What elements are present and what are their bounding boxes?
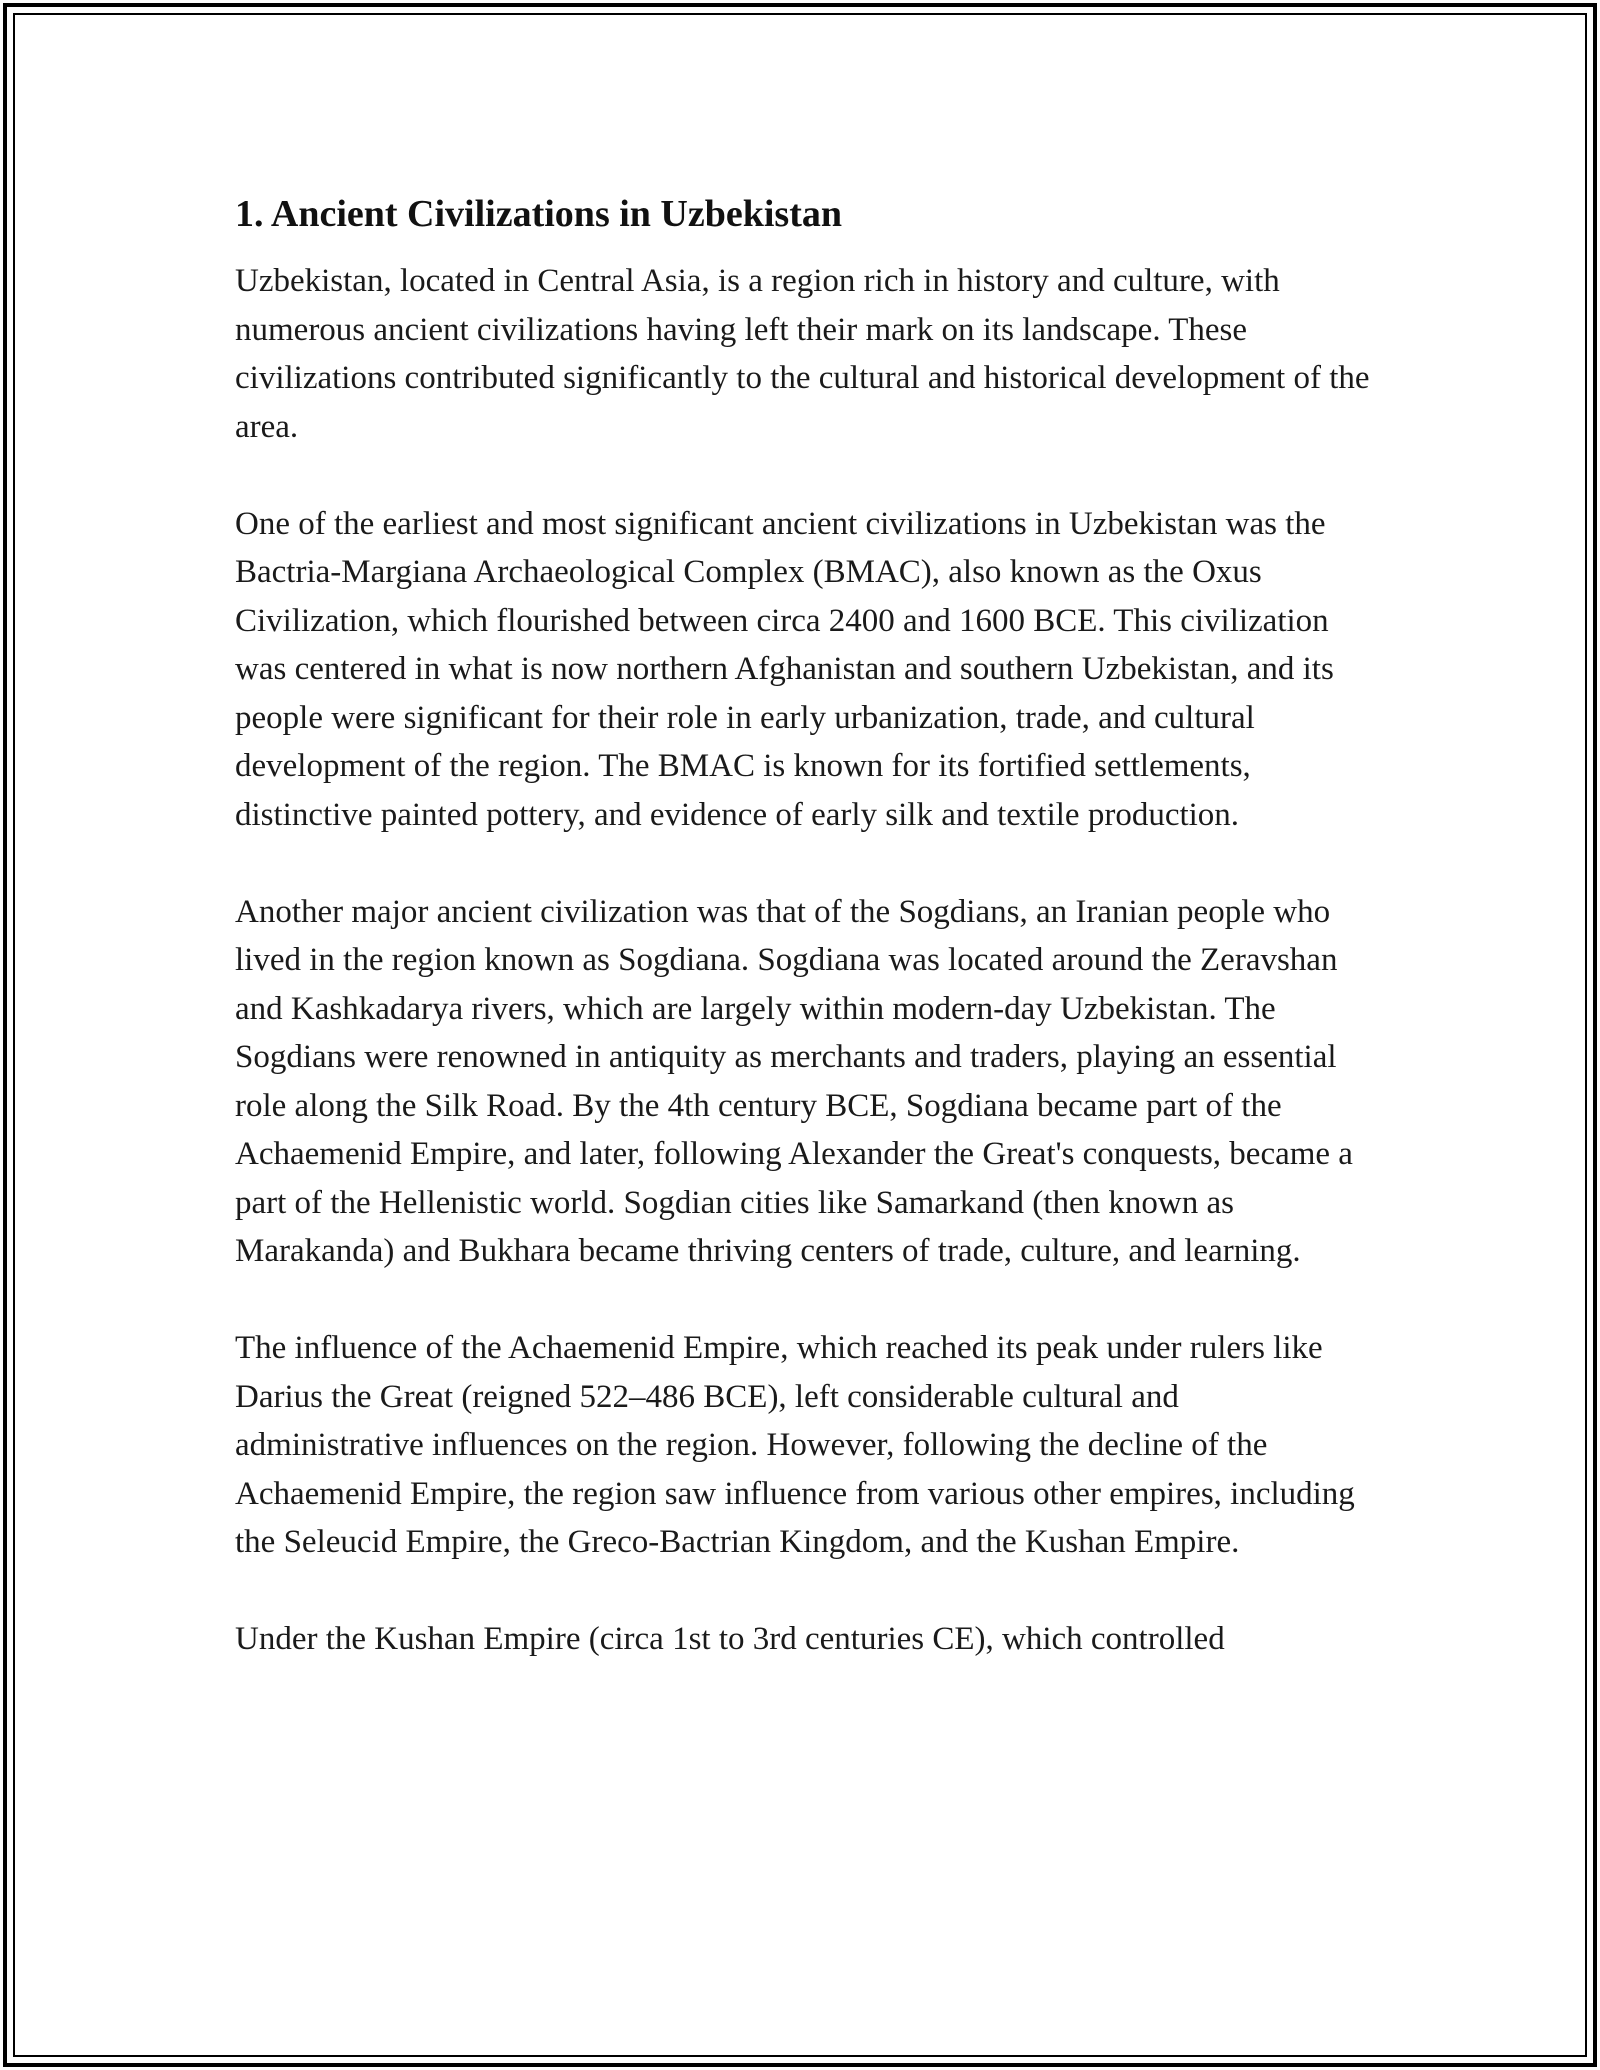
paragraph-sogdians: Another major ancient civilization was that of the Sogdians, an Iranian people who lived in the region known as Sogdiana. Sogdiana was located around the Zeravshan and Kashkadarya rivers, which are largely within modern-day Uzbekistan. The Sogdians were renowned in antiquity as merchants and traders, playing an essential role along the Silk Road. By the 4th century BCE, Sogdiana became part of the Achaemenid Empire, and later, following Alexander the Great's conquests, became a part of the Hellenistic world. Sogdian cities like Samarkand (then known as Marakanda) and Bukhara became thriving centers of trade, culture, and learning. [235, 893, 1353, 1269]
paragraph-achaemenid: The influence of the Achaemenid Empire, which reached its peak under rulers like Darius the Great (reigned 522–486 BCE), left considerable cultural and administrative influences on the region. However, following the decline of the Achaemenid Empire, the region saw influence from various other empires, including the Seleucid Empire, the Greco-Bactrian Kingdom, and the Kushan Empire. [235, 1330, 1355, 1560]
paragraph-kushan: Under the Kushan Empire (circa 1st to 3rd centuries CE), which controlled [235, 1621, 1225, 1657]
paragraph-intro: Uzbekistan, located in Central Asia, is a region rich in history and culture, with numerous ancient civilizations having left their mark on its landscape. These civilizations contributed significantly to the cultural and historical development of the area. [235, 263, 1370, 445]
document-body [235, 188, 1375, 1712]
section-heading: 1. Ancient Civilizations in Uzbekistan [235, 193, 842, 235]
paragraph-bmac: One of the earliest and most significant ancient civilizations in Uzbekistan was the Bactria-Margiana Archaeological Complex (BMAC), also known as the Oxus Civilization, which flourished between circa 2400 and 1600 BCE. This civilization was centered in what is now northern Afghanistan and southern Uzbekistan, and its people were significant for their role in early urbanization, trade, and cultural development of the region. The BMAC is known for its fortified settlements, distinctive painted pottery, and evidence of early silk and textile production. [235, 505, 1334, 833]
